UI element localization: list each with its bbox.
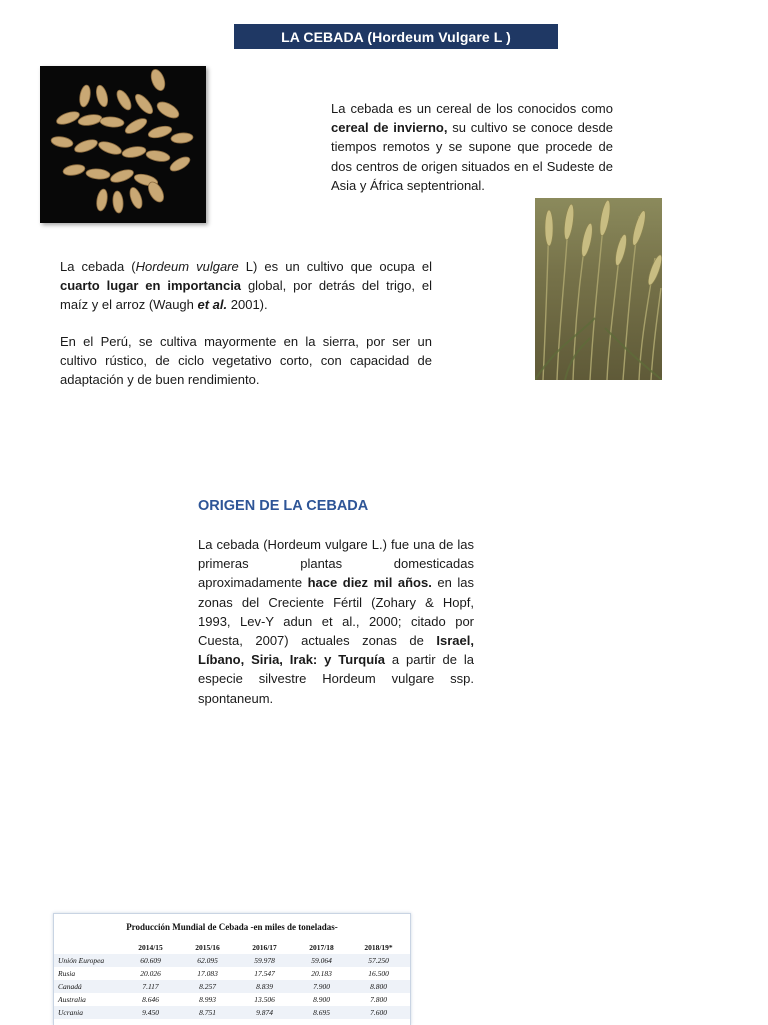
table-cell: 17.083 [197, 969, 218, 978]
table-row [54, 993, 410, 1006]
table-row [54, 967, 410, 980]
table-cell: 8.993 [199, 995, 216, 1004]
table-cell: 62.095 [197, 956, 218, 965]
origin-heading: ORIGEN DE LA CEBADA [198, 498, 369, 514]
importance-text-3: global, por detrás del trigo, el maíz y el arroz (Waugh [60, 278, 432, 313]
intro-text-2: su cultivo se conoce desde tiempos remotos y se supone que procede de dos centros de origen situados en el Sudeste de Asia y África septentrional. [331, 120, 613, 193]
table-cell: 7.117 [142, 982, 159, 991]
table-header-cell: 2017/18 [309, 942, 334, 952]
origin-text-3: a partir de la especie silvestre Hordeum vulgare ssp. spontaneum. [198, 652, 474, 706]
table-cell: 8.900 [313, 995, 330, 1004]
importance-etal: et al. [197, 297, 228, 313]
table-cell: 8.646 [142, 995, 159, 1004]
table-cell: 59.978 [254, 956, 275, 965]
origin-paragraph [198, 535, 474, 708]
table-cell: 20.183 [311, 969, 332, 978]
peru-paragraph: En el Perú, se cultiva mayormente en la sierra, por ser un cultivo rústico, de ciclo vegetativo corto, con capacidad de adaptación y de buen rendimiento. [60, 334, 432, 388]
table-cell: 8.751 [199, 1008, 216, 1017]
table-cell: 20.026 [140, 969, 161, 978]
table-header-cell: 2018/19* [364, 942, 393, 952]
table-cell: 9.450 [142, 1008, 159, 1017]
table-cell: 60.609 [140, 956, 161, 965]
table-cell: 7.600 [370, 1008, 387, 1017]
table-cell: 8.800 [370, 982, 387, 991]
importance-bold: cuarto lugar en importancia [60, 278, 242, 294]
importance-paragraph [60, 257, 432, 315]
intro-paragraph [331, 99, 613, 195]
table-cell: 9.874 [256, 1008, 273, 1017]
table-cell: Canadá [58, 982, 82, 991]
importance-text-4: 2001). [227, 297, 268, 313]
table-header-row [54, 940, 410, 954]
table-cell: 7.900 [313, 982, 330, 991]
table-row [54, 1006, 410, 1019]
origin-bold-1: hace diez mil años. [307, 575, 432, 591]
table-cell: 13.506 [254, 995, 275, 1004]
table-cell: 8.695 [313, 1008, 330, 1017]
barley-field-photo [535, 198, 662, 380]
table-cell: 16.500 [368, 969, 389, 978]
table-cell: 59.064 [311, 956, 332, 965]
barley-grains-illustration [40, 66, 206, 223]
barley-grains-photo [40, 66, 206, 223]
table-cell: 7.800 [370, 995, 387, 1004]
importance-species: Hordeum vulgare [135, 259, 239, 274]
page-title-text: LA CEBADA (Hordeum Vulgare L ) [281, 28, 511, 45]
table-cell: 8.839 [256, 982, 273, 991]
table-header-cell: 2016/17 [252, 942, 277, 952]
table-header-cell: 2014/15 [138, 942, 163, 952]
intro-text-1: La cebada es un cereal de los conocidos como [331, 101, 613, 116]
table-header-cell: 2015/16 [195, 942, 220, 952]
table-cell: 8.257 [199, 982, 216, 991]
table-cell: 17.547 [254, 969, 275, 978]
origin-text-1: La cebada (Hordeum vulgare L.) fue una de las primeras plantas domesticadas aproximadamente [198, 537, 474, 591]
production-table [53, 913, 411, 1025]
table-row [54, 980, 410, 993]
table-row [54, 954, 410, 967]
table-title: Producción Mundial de Cebada -en miles de toneladas- [126, 922, 338, 932]
table-cell: 57.250 [368, 956, 389, 965]
table-cell: Australia [58, 995, 86, 1004]
page-title [234, 24, 558, 49]
table-cell: Rusia [58, 969, 76, 978]
origin-bold-2: Israel, Líbano, Siria, Irak: y Turquía [198, 633, 474, 668]
barley-stalks-illustration [535, 198, 662, 380]
origin-text-2: en las zonas del Creciente Fértil (Zohary & Hopf, 1993, Lev-Y adun et al., 2000; citado por Cuesta, 2007) actuales zonas de [198, 575, 474, 649]
table-cell: Ucrania [58, 1008, 83, 1017]
importance-text-1: La cebada ( [60, 259, 136, 274]
table-cell: Unión Europea [58, 956, 105, 965]
importance-text-2: L) es un cultivo que ocupa el [238, 259, 433, 274]
table-grid [54, 940, 410, 1019]
intro-bold: cereal de invierno, [331, 120, 448, 136]
